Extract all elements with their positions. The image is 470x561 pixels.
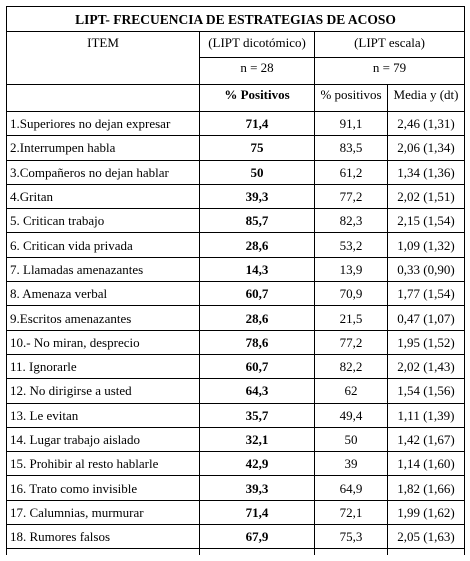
- pct-escala-cell: 91,1: [315, 112, 388, 136]
- header-escala: (LIPT escala): [315, 32, 465, 58]
- frequency-table: [6, 6, 465, 555]
- table-row: [7, 330, 465, 354]
- pct-escala-cell: 13,9: [315, 257, 388, 281]
- header-media: Media y (dt): [388, 85, 465, 112]
- table-row: [7, 306, 465, 330]
- header-empty: [7, 85, 200, 112]
- pct-escala-cell: 75,3: [315, 525, 388, 549]
- table-row: [7, 233, 465, 257]
- partial-cell: [315, 549, 388, 556]
- header-row-1: [7, 32, 465, 58]
- media-cell: 2,15 (1,54): [388, 209, 465, 233]
- media-cell: 1,14 (1,60): [388, 452, 465, 476]
- item-cell: 13. Le evitan: [7, 403, 200, 427]
- item-cell: 17. Calumnias, murmurar: [7, 500, 200, 524]
- header-positivos: % Positivos: [200, 85, 315, 112]
- table-row: [7, 427, 465, 451]
- media-cell: 2,02 (1,43): [388, 354, 465, 378]
- pct-escala-cell: 53,2: [315, 233, 388, 257]
- pct-escala-cell: 82,3: [315, 209, 388, 233]
- pct-dicotomico-cell: 71,4: [200, 112, 315, 136]
- pct-dicotomico-cell: 75: [200, 136, 315, 160]
- table-row: [7, 282, 465, 306]
- pct-dicotomico-cell: 42,9: [200, 452, 315, 476]
- pct-escala-cell: 50: [315, 427, 388, 451]
- table-row: [7, 354, 465, 378]
- item-cell: 8. Amenaza verbal: [7, 282, 200, 306]
- header-item: ITEM: [7, 32, 200, 85]
- pct-escala-cell: 77,2: [315, 330, 388, 354]
- pct-dicotomico-cell: 85,7: [200, 209, 315, 233]
- table-row: [7, 160, 465, 184]
- pct-dicotomico-cell: 78,6: [200, 330, 315, 354]
- table-row: [7, 452, 465, 476]
- header-dicotomico: (LIPT dicotómico): [200, 32, 315, 58]
- media-cell: 1,77 (1,54): [388, 282, 465, 306]
- pct-dicotomico-cell: 32,1: [200, 427, 315, 451]
- media-cell: 1,11 (1,39): [388, 403, 465, 427]
- table-row: [7, 500, 465, 524]
- item-cell: 5. Critican trabajo: [7, 209, 200, 233]
- item-cell: 6. Critican vida privada: [7, 233, 200, 257]
- table-row: [7, 184, 465, 208]
- table-row: [7, 136, 465, 160]
- partial-cell: [7, 549, 200, 556]
- media-cell: 2,05 (1,63): [388, 525, 465, 549]
- item-cell: 10.- No miran, desprecio: [7, 330, 200, 354]
- partial-cell: [200, 549, 315, 556]
- table-row: [7, 257, 465, 281]
- media-cell: 2,46 (1,31): [388, 112, 465, 136]
- media-cell: 1,82 (1,66): [388, 476, 465, 500]
- media-cell: 1,09 (1,32): [388, 233, 465, 257]
- media-cell: 0,33 (0,90): [388, 257, 465, 281]
- item-cell: 11. Ignorarle: [7, 354, 200, 378]
- pct-dicotomico-cell: 64,3: [200, 379, 315, 403]
- header-n-dicotomico: n = 28: [200, 58, 315, 85]
- pct-escala-cell: 82,2: [315, 354, 388, 378]
- item-cell: 4.Gritan: [7, 184, 200, 208]
- media-cell: 2,06 (1,34): [388, 136, 465, 160]
- pct-dicotomico-cell: 39,3: [200, 184, 315, 208]
- table-row: [7, 525, 465, 549]
- media-cell: 2,02 (1,51): [388, 184, 465, 208]
- header-row-3: [7, 85, 465, 112]
- item-cell: 2.Interrumpen habla: [7, 136, 200, 160]
- item-cell: 7. Llamadas amenazantes: [7, 257, 200, 281]
- table-row-partial: [7, 549, 465, 556]
- table-title: LIPT- FRECUENCIA DE ESTRATEGIAS DE ACOSO: [7, 7, 465, 32]
- pct-dicotomico-cell: 28,6: [200, 306, 315, 330]
- pct-escala-cell: 39: [315, 452, 388, 476]
- table-row: [7, 209, 465, 233]
- pct-dicotomico-cell: 39,3: [200, 476, 315, 500]
- item-cell: 12. No dirigirse a usted: [7, 379, 200, 403]
- pct-escala-cell: 70,9: [315, 282, 388, 306]
- table-row: [7, 112, 465, 136]
- media-cell: 1,54 (1,56): [388, 379, 465, 403]
- pct-escala-cell: 77,2: [315, 184, 388, 208]
- pct-dicotomico-cell: 67,9: [200, 525, 315, 549]
- pct-escala-cell: 62: [315, 379, 388, 403]
- pct-escala-cell: 61,2: [315, 160, 388, 184]
- media-cell: 1,42 (1,67): [388, 427, 465, 451]
- pct-dicotomico-cell: 60,7: [200, 354, 315, 378]
- table-row: [7, 403, 465, 427]
- pct-escala-cell: 83,5: [315, 136, 388, 160]
- pct-dicotomico-cell: 28,6: [200, 233, 315, 257]
- item-cell: 14. Lugar trabajo aislado: [7, 427, 200, 451]
- item-cell: 3.Compañeros no dejan hablar: [7, 160, 200, 184]
- partial-cell: [388, 549, 465, 556]
- pct-escala-cell: 64,9: [315, 476, 388, 500]
- pct-escala-cell: 21,5: [315, 306, 388, 330]
- media-cell: 1,95 (1,52): [388, 330, 465, 354]
- media-cell: 1,34 (1,36): [388, 160, 465, 184]
- media-cell: 0,47 (1,07): [388, 306, 465, 330]
- header-n-escala: n = 79: [315, 58, 465, 85]
- item-cell: 1.Superiores no dejan expresar: [7, 112, 200, 136]
- item-cell: 15. Prohibir al resto hablarle: [7, 452, 200, 476]
- table-row: [7, 476, 465, 500]
- pct-escala-cell: 72,1: [315, 500, 388, 524]
- pct-dicotomico-cell: 60,7: [200, 282, 315, 306]
- header-positivos-escala: % positivos: [315, 85, 388, 112]
- table-container: [6, 6, 464, 555]
- pct-dicotomico-cell: 50: [200, 160, 315, 184]
- item-cell: 9.Escritos amenazantes: [7, 306, 200, 330]
- item-cell: 16. Trato como invisible: [7, 476, 200, 500]
- pct-dicotomico-cell: 14,3: [200, 257, 315, 281]
- pct-dicotomico-cell: 71,4: [200, 500, 315, 524]
- title-row: [7, 7, 465, 32]
- media-cell: 1,99 (1,62): [388, 500, 465, 524]
- item-cell: 18. Rumores falsos: [7, 525, 200, 549]
- pct-escala-cell: 49,4: [315, 403, 388, 427]
- pct-dicotomico-cell: 35,7: [200, 403, 315, 427]
- table-row: [7, 379, 465, 403]
